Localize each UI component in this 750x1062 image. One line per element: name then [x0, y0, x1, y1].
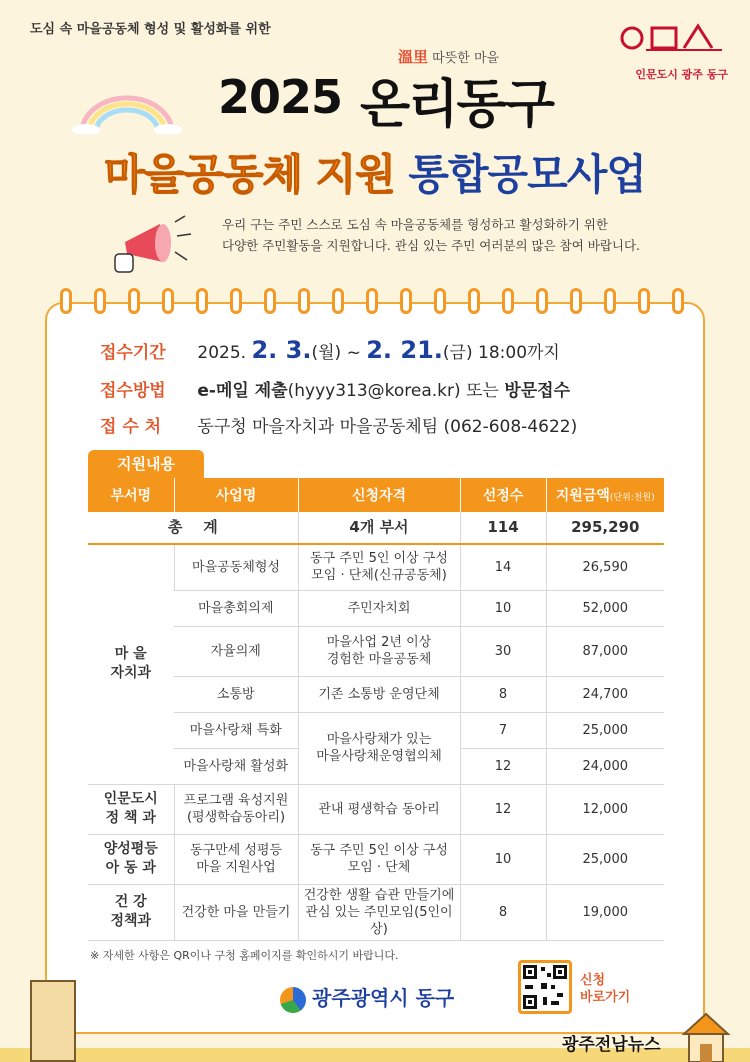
row-amount: 87,000	[546, 626, 664, 676]
qr-code-icon[interactable]	[518, 960, 572, 1014]
intro-text	[222, 214, 640, 256]
row-count: 30	[460, 626, 546, 676]
method-email: e-메일 제출	[197, 381, 288, 401]
rainbow-icon	[72, 94, 182, 134]
row-count: 12	[460, 784, 546, 834]
dept-health: 건 강 정책과	[88, 884, 174, 940]
sub-title-hanja: 溫里	[398, 48, 429, 66]
header-qualification: 신청자격	[298, 478, 460, 512]
row-program: 마을총회의제	[174, 590, 298, 626]
method-visit: 방문접수	[504, 381, 571, 401]
binder-ring	[196, 288, 208, 314]
header-amount-label: 지원금액	[555, 488, 610, 504]
binder-ring	[536, 288, 548, 314]
row-qualification: 동구 주민 5인 이상 구성 모임 · 단체	[298, 834, 460, 884]
row-amount: 52,000	[546, 590, 664, 626]
row-program: 건강한 마을 만들기	[174, 884, 298, 940]
row-amount: 25,000	[546, 712, 664, 748]
row-count: 8	[460, 676, 546, 712]
total-count: 114	[460, 512, 546, 544]
row-amount: 24,700	[546, 676, 664, 712]
headline-part2: 통합공모사업	[408, 150, 646, 199]
binder-rings	[60, 288, 690, 318]
dept-humanities: 인문도시 정 책 과	[88, 784, 174, 834]
header-amount-unit: (단위:천원)	[609, 493, 655, 503]
main-year: 2025	[218, 70, 343, 124]
row-count: 10	[460, 834, 546, 884]
info-period	[100, 336, 560, 364]
total-amount: 295,290	[546, 512, 664, 544]
header-program: 사업명	[174, 478, 298, 512]
main-name: 온리동구	[360, 75, 553, 135]
table-row	[88, 590, 664, 626]
footer-note: ※ 자세한 사항은 QR이나 구청 홈페이지를 확인하시기 바랍니다.	[90, 949, 399, 962]
info-method	[100, 376, 570, 401]
section-title: 지원내용	[88, 450, 204, 478]
sub-title-text: 따뜻한 마을	[432, 51, 500, 66]
table-row	[88, 834, 664, 884]
binder-ring	[332, 288, 344, 314]
binder-ring	[400, 288, 412, 314]
binder-ring	[468, 288, 480, 314]
row-amount: 19,000	[546, 884, 664, 940]
period-end-day: (금) 18:00까지	[442, 343, 560, 363]
row-amount: 25,000	[546, 834, 664, 884]
binder-ring	[366, 288, 378, 314]
row-qualification: 주민자치회	[298, 590, 460, 626]
row-count: 14	[460, 544, 546, 590]
row-qualification: 마을사업 2년 이상 경험한 마을공동체	[298, 626, 460, 676]
period-end: 2. 21.	[366, 336, 443, 364]
logo-text: 인문도시 광주 동구	[635, 68, 728, 81]
row-count: 10	[460, 590, 546, 626]
row-program: 프로그램 육성지원 (평생학습동아리)	[174, 784, 298, 834]
binder-ring	[128, 288, 140, 314]
period-start: 2. 3.	[251, 336, 312, 364]
row-qualification: 마을사랑채가 있는 마을사랑채운영협의체	[298, 712, 460, 784]
row-count: 8	[460, 884, 546, 940]
binder-ring	[604, 288, 616, 314]
binder-ring	[638, 288, 650, 314]
row-qualification: 관내 평생학습 동아리	[298, 784, 460, 834]
header-dept: 부서명	[88, 478, 174, 512]
top-caption: 도심 속 마을공동체 형성 및 활성화를 위한	[30, 22, 271, 37]
row-qualification: 동구 주민 5인 이상 구성 모임 · 단체(신규공동체)	[298, 544, 460, 590]
binder-ring	[502, 288, 514, 314]
row-program: 마을사랑채 특화	[174, 712, 298, 748]
qr-label[interactable]: 신청 바로가기	[580, 973, 631, 1005]
headline-part1: 마을공동체 지원	[104, 150, 395, 199]
binder-ring	[264, 288, 276, 314]
period-start-day: (월) ~	[311, 343, 361, 363]
row-amount: 26,590	[546, 544, 664, 590]
table-total-row	[88, 512, 664, 544]
table-row	[88, 544, 664, 590]
table-row	[88, 676, 664, 712]
row-count: 7	[460, 712, 546, 748]
gov-emblem-icon	[280, 987, 306, 1013]
table-row	[88, 784, 664, 834]
row-program: 소통방	[174, 676, 298, 712]
row-program: 자율의제	[174, 626, 298, 676]
total-label: 총 계	[88, 512, 298, 544]
row-program: 마을사랑채 활성화	[174, 748, 298, 784]
row-count: 12	[460, 748, 546, 784]
total-qualification: 4개 부서	[298, 512, 460, 544]
headline	[0, 142, 750, 202]
intro-line1: 우리 구는 주민 스스로 도심 속 마을공동체를 형성하고 활성화하기 위한	[222, 217, 608, 232]
dept-equality: 양성평등 아 동 과	[88, 834, 174, 884]
table-row	[88, 626, 664, 676]
dept-village: 마 을 자치과	[88, 544, 174, 784]
office-label: 접 수 처	[100, 417, 162, 437]
table-header-row	[88, 478, 664, 512]
period-year: 2025.	[197, 343, 247, 363]
header-count: 선정수	[460, 478, 546, 512]
gov-name: 광주광역시 동구	[312, 986, 455, 1010]
binder-ring	[672, 288, 684, 314]
house-icon	[680, 1010, 732, 1062]
info-office	[100, 412, 577, 437]
building-icon	[30, 980, 76, 1062]
row-qualification: 기존 소통방 운영단체	[298, 676, 460, 712]
intro-line2: 다양한 주민활동을 지원합니다. 관심 있는 주민 여러분의 많은 참여 바랍니다.	[222, 238, 641, 253]
binder-ring	[230, 288, 242, 314]
support-table	[88, 478, 664, 941]
gov-logo	[280, 982, 454, 1013]
table-row	[88, 712, 664, 748]
binder-ring	[434, 288, 446, 314]
binder-ring	[94, 288, 106, 314]
binder-ring	[298, 288, 310, 314]
row-program: 마을공동체형성	[174, 544, 298, 590]
binder-ring	[570, 288, 582, 314]
binder-ring	[162, 288, 174, 314]
row-program: 동구만세 성평등 마을 지원사업	[174, 834, 298, 884]
period-label: 접수기간	[100, 343, 166, 363]
row-qualification: 건강한 생활 습관 만들기에 관심 있는 주민모임(5인이상)	[298, 884, 460, 940]
row-amount: 24,000	[546, 748, 664, 784]
watermark-text: 광주전남뉴스	[562, 1035, 661, 1055]
method-label: 접수방법	[100, 381, 166, 401]
binder-ring	[60, 288, 72, 314]
row-amount: 12,000	[546, 784, 664, 834]
office-text: 동구청 마을자치과 마을공동체팀 (062-608-4622)	[197, 417, 578, 437]
header-amount	[546, 478, 664, 512]
method-email-addr[interactable]: (hyyy313@korea.kr) 또는	[287, 381, 499, 401]
table-row	[88, 884, 664, 940]
megaphone-icon	[105, 212, 195, 282]
